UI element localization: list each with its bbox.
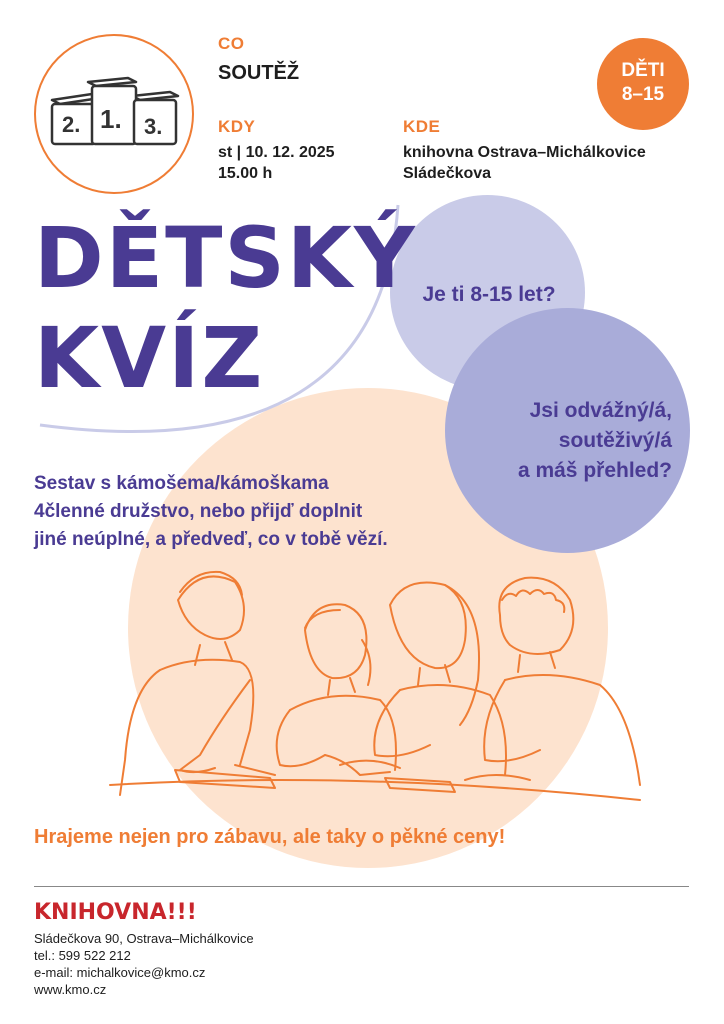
intro-line3: jiné neúplné, a předveď, co v tobě vězí. — [34, 529, 388, 550]
podium-label-3: 3. — [144, 114, 163, 139]
age-badge-line1: DĚTI — [621, 60, 665, 81]
intro-line2: 4členné družstvo, nebo přijď doplnit — [34, 501, 363, 522]
kdy-label: KDY — [218, 117, 256, 136]
footer-divider — [34, 886, 689, 887]
age-badge-line2: 8–15 — [621, 84, 665, 105]
bubble-question1: Je ti 8-15 let? — [422, 283, 556, 306]
intro-text — [34, 470, 514, 554]
footer-address — [34, 930, 254, 998]
footer-web[interactable]: www.kmo.cz — [34, 982, 107, 997]
podium-label-2: 2. — [62, 112, 81, 137]
bubble-question2-line3: a máš přehled? — [517, 459, 672, 482]
title-line1: DĚTSKÝ — [34, 209, 417, 307]
kde-label: KDE — [403, 117, 441, 136]
footer-email[interactable]: e-mail: michalkovice@kmo.cz — [34, 965, 206, 980]
co-label: CO — [218, 34, 245, 53]
co-value: SOUTĚŽ — [218, 62, 300, 84]
slogan: Hrajeme nejen pro zábavu, ale taky o pěkné ceny! — [34, 826, 506, 848]
library-brand: KNIHOVNA!!! — [34, 900, 197, 925]
podium-label-1: 1. — [100, 104, 122, 134]
footer-address-line: Sládečkova 90, Ostrava–Michálkovice — [34, 931, 254, 946]
kdy-date: st | 10. 12. 2025 — [218, 144, 335, 161]
bubble-question2-line2: soutěživý/á — [558, 429, 672, 452]
intro-line1: Sestav s kámošema/kámoškama — [34, 473, 329, 494]
title-line2: KVÍZ — [34, 309, 265, 407]
kids-illustration — [100, 560, 660, 820]
footer-phone: tel.: 599 522 212 — [34, 948, 131, 963]
kde-line2: Sládečkova — [403, 165, 492, 182]
bubble-question2-line1: Jsi odvážný/á, — [529, 399, 672, 422]
kdy-time: 15.00 h — [218, 165, 273, 182]
kde-line1: knihovna Ostrava–Michálkovice — [403, 144, 646, 161]
